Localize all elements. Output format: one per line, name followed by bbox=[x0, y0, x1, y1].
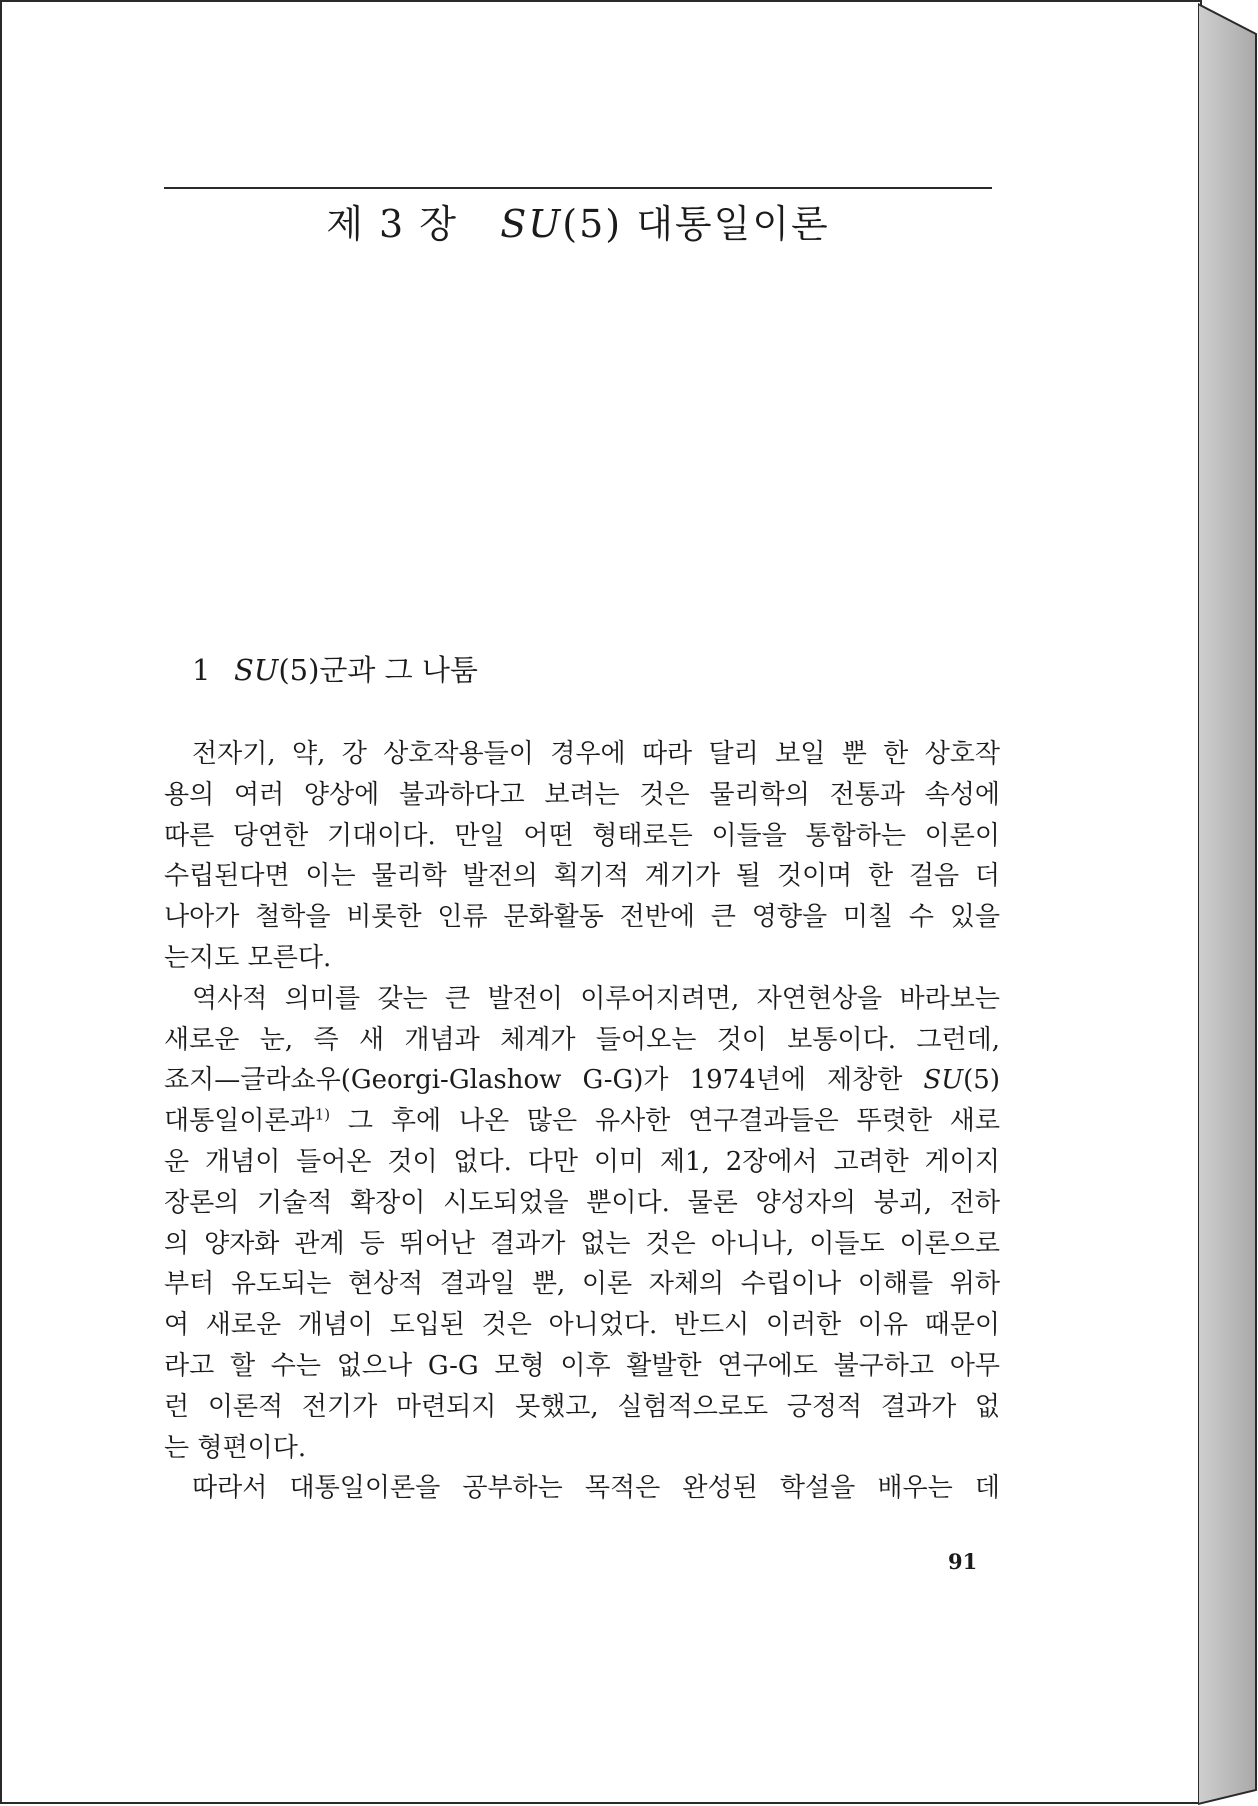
section-heading bbox=[192, 646, 478, 694]
text-segment: 대통일이론과 bbox=[164, 1106, 315, 1137]
text-line: 런 이론적 전기가 마련되지 못했고, 실험적으로도 긍정적 결과가 없 bbox=[164, 1391, 1000, 1422]
chapter-rule bbox=[164, 187, 992, 189]
text-line: 따른 당연한 기대이다. 만일 어떤 형태로든 이들을 통합하는 이론이 bbox=[164, 820, 1000, 851]
section-title-text: (5)군과 그 나툼 bbox=[278, 653, 478, 687]
footnote-marker: 1) bbox=[314, 1105, 331, 1124]
text-line: 전자기, 약, 강 상호작용들이 경우에 따라 달리 보일 뿐 한 상호작 bbox=[192, 739, 1000, 769]
text-line: 수립된다면 이는 물리학 발전의 획기적 계기가 될 것이며 한 걸음 더 bbox=[164, 861, 1000, 892]
chapter-su-label: SU bbox=[500, 202, 563, 246]
text-line: 여 새로운 개념이 도입된 것은 아니었다. 반드시 이러한 이유 때문이 bbox=[164, 1310, 1000, 1341]
chapter-su-arg: (5) bbox=[562, 202, 623, 246]
text-line: 운 개념이 들어온 것이 없다. 다만 이미 제1, 2장에서 고려한 게이지 bbox=[164, 1146, 1000, 1177]
chapter-title-text: 대통일이론 bbox=[636, 202, 830, 246]
text-line: 부터 유도되는 현상적 결과일 뿐, 이론 자체의 수립이나 이해를 위하 bbox=[164, 1269, 1000, 1300]
text-line: 의 양자화 관계 등 뛰어난 결과가 없는 것은 아니나, 이들도 이론으로 bbox=[164, 1228, 1000, 1259]
text-line: 는 형편이다. bbox=[164, 1432, 307, 1463]
text-line: 역사적 의미를 갖는 큰 발전이 이루어지려면, 자연현상을 바라보는 bbox=[192, 983, 1000, 1014]
text-line: 는지도 모른다. bbox=[164, 942, 332, 973]
su-label: SU bbox=[923, 1065, 964, 1096]
text-line: 따라서 대통일이론을 공부하는 목적은 완성된 학설을 배우는 데 bbox=[192, 1473, 1000, 1504]
section-su-label: SU bbox=[234, 653, 279, 687]
text-line: 새로운 눈, 즉 새 개념과 체계가 들어오는 것이 보통이다. 그런데, bbox=[164, 1024, 1000, 1055]
chapter-title bbox=[164, 196, 992, 252]
text-segment: (5) bbox=[963, 1065, 1000, 1096]
text-segment: 죠지—글라쇼우(Georgi-Glashow G-G)가 1974년에 제창한 bbox=[164, 1065, 924, 1096]
page-number: 91 bbox=[948, 1549, 978, 1574]
text-line: 용의 여러 양상에 불과하다고 보려는 것은 물리학의 전통과 속성에 bbox=[164, 779, 1000, 810]
text-line bbox=[164, 1060, 1000, 1101]
chapter-prefix: 제 3 장 bbox=[326, 202, 458, 246]
body-text bbox=[164, 734, 1000, 1509]
text-line: 장론의 기술적 확장이 시도되었을 뿐이다. 물론 양성자의 붕괴, 전하 bbox=[164, 1187, 1000, 1218]
text-line: 나아가 철학을 비롯한 인류 문화활동 전반에 큰 영향을 미칠 수 있을 bbox=[164, 902, 1000, 933]
text-line: 라고 할 수는 없으나 G-G 모형 이후 활발한 연구에도 불구하고 아무 bbox=[164, 1350, 1000, 1381]
text-segment: 그 후에 나온 많은 유사한 연구결과들은 뚜렷한 새로 bbox=[330, 1106, 1000, 1137]
section-number: 1 bbox=[192, 653, 211, 687]
page-edge-shading bbox=[1198, 0, 1258, 1806]
text-line bbox=[164, 1101, 1000, 1142]
